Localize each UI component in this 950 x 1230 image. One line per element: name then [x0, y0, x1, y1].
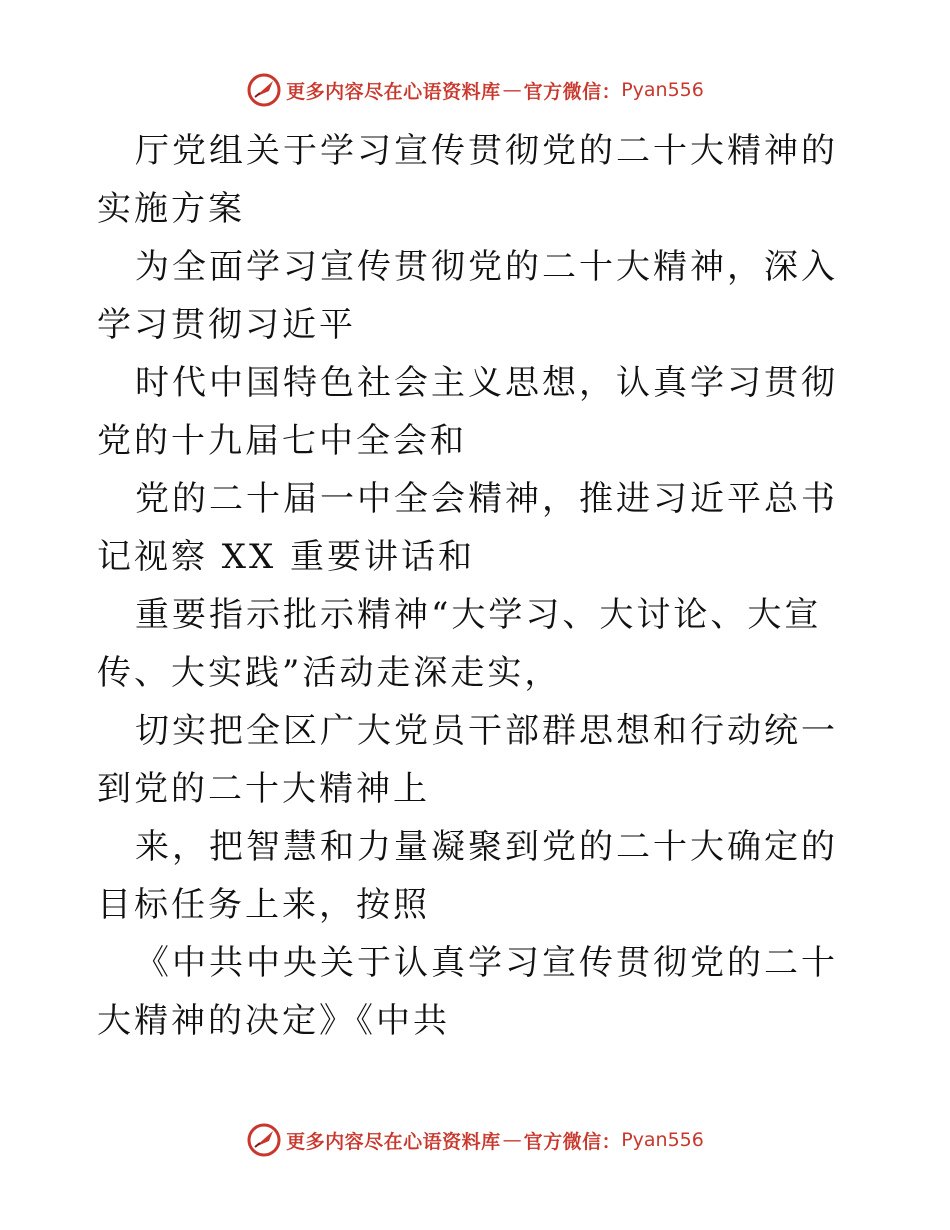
watermark-contact-handle: Pyan556: [621, 1129, 704, 1151]
header-watermark: [0, 70, 950, 110]
paragraph: 来，把智慧和力量凝聚到党的二十大确定的目标任务上来，按照: [97, 827, 838, 925]
footer-watermark: [0, 1120, 950, 1160]
watermark-contact-label: 官方微信：: [523, 80, 622, 103]
watermark-text: 更多内容尽在心语资料库: [286, 80, 501, 103]
watermark-text: 更多内容尽在心语资料库: [286, 1130, 501, 1153]
paragraph: 时代中国特色社会主义思想，认真学习贯彻党的十九届七中全会和: [97, 363, 838, 461]
watermark-contact-handle: Pyan556: [621, 79, 704, 101]
paragraph: 重要指示批示精神“大学习、大讨论、大宣传、大实践”活动走深走实，: [97, 595, 822, 693]
feather-quill-seal-icon: [246, 72, 282, 108]
paragraph: 为全面学习宣传贯彻党的二十大精神，深入学习贯彻习近平: [97, 247, 838, 345]
paragraph: 党的二十届一中全会精神，推进习近平总书记视察 XX 重要讲话和: [97, 479, 838, 577]
paragraph: 《中共中央关于认真学习宣传贯彻党的二十大精神的决定》《中共: [97, 943, 838, 1041]
paragraph: 切实把全区广大党员干部群思想和行动统一到党的二十大精神上: [97, 711, 838, 809]
feather-quill-seal-icon: [246, 1122, 282, 1158]
document-body: [97, 122, 857, 1050]
watermark-contact-label: 官方微信：: [523, 1130, 622, 1153]
watermark-separator: —: [502, 1129, 522, 1151]
watermark-separator: —: [502, 79, 522, 101]
document-title: 厅党组关于学习宣传贯彻党的二十大精神的实施方案: [97, 131, 838, 229]
